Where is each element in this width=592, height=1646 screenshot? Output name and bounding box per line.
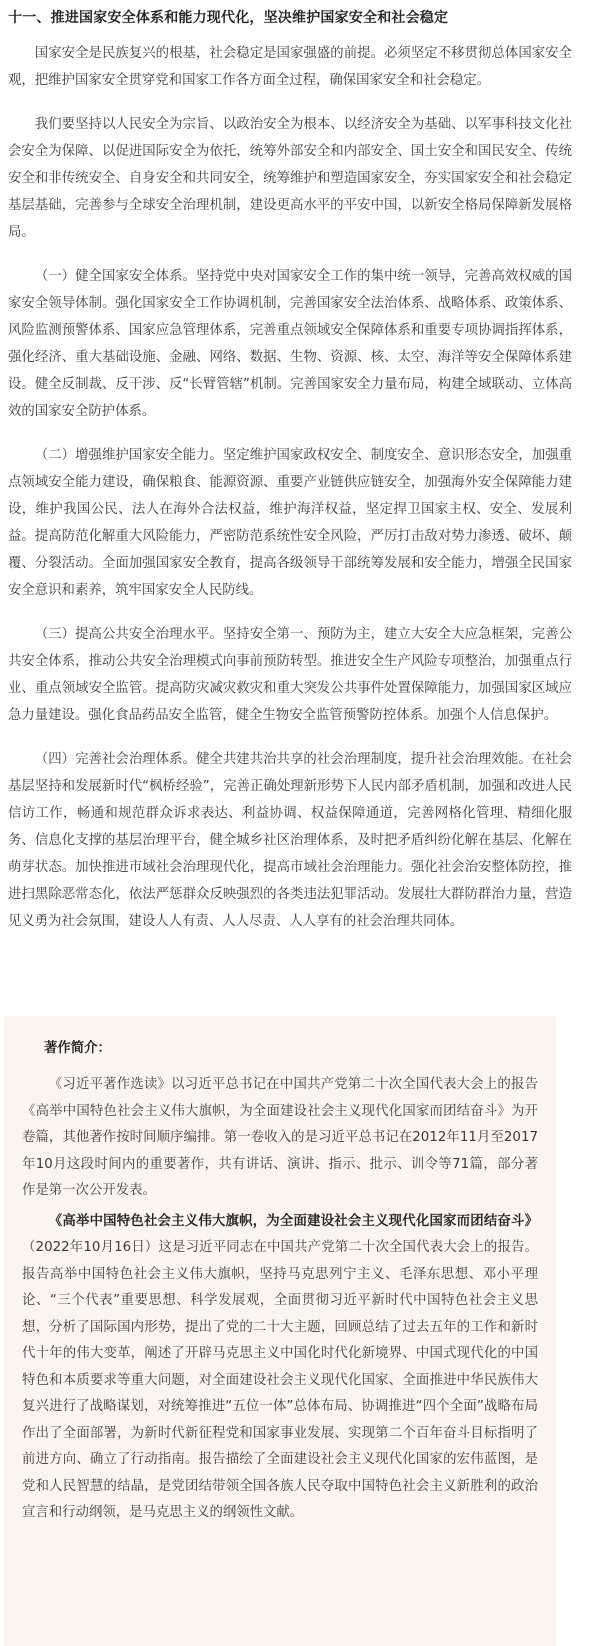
paragraph-intro: 国家安全是民族复兴的根基，社会稳定是国家强盛的前提。必须坚定不移贯彻总体国家安全观，把维护国家安全贯穿党和国家工作各方面全过程，确保国家安全和社会稳定。 (8, 46, 572, 88)
paragraph-social-governance: （四）完善社会治理体系。健全共建共治共享的社会治理制度，提升社会治理效能。在社会基层坚持和发展新时代“枫桥经验”，完善正确处理新形势下人民内部矛盾机制，加强和改进人民信访工作，畅通和规范群众诉求表达、利益协调、权益保障通道，完善网格化管理、精细化服务、信息化支撑的基层治理平台，健全城乡社区治理体系，及时把矛盾纠纷化解在基层、化解在萌芽状态。加快推进市域社会治理现代化，提高市域社会治理能力。强化社会治安整体防控，推进扫黑除恶常态化，依法严惩群众反映强烈的各类违法犯罪活动。发展壮大群防群治力量，营造见义勇为社会氛围，建设人人有责、人人尽责、人人享有的社会治理共同体。 (8, 752, 572, 929)
report-description: （2022年10月16日）这是习近平同志在中国共产党第二十次全国代表大会上的报告。报告高举中国特色社会主义伟大旗帜，坚持马克思列宁主义、毛泽东思想、邓小平理论、“三个代表”重要思想、科学发展观，全面贯彻习近平新时代中国特色社会主义思想，分析了国际国内形势，提出了党的二十大主题，回顾总结了过去五年的工作和新时代十年的伟大变革，阐述了开辟马克思主义中国化时代化新境界、中国式现代化的中国特色和本质要求等重大问题，对全面建设社会主义现代化国家、全面推进中华民族伟大复兴进行了战略谋划，对统筹推进“五位一体”总体布局、协调推进“四个全面”战略布局作出了全面部署，为新时代新征程党和国家事业发展、实现第二个百年奋斗目标指明了前进方向、确立了行动指南。报告描绘了全面建设社会主义现代化国家的宏伟蓝图，是党和人民智慧的结晶，是党团结带领全国各族人民夺取中国特色社会主义新胜利的政治宣言和行动纲领，是马克思主义的纲领性文献。 (22, 1240, 538, 1520)
paragraph-principles: 我们要坚持以人民安全为宗旨、以政治安全为根本、以经济安全为基础、以军事科技文化社会安全为保障、以促进国际安全为依托，统筹外部安全和内部安全、国土安全和国民安全、传统安全和非传统安全、自身安全和共同安全，统筹维护和塑造国家安全，夯实国家安全和社会稳定基层基础，完善参与全球安全治理机制，建设更高水平的平安中国，以新安全格局保障新发展格局。 (8, 117, 572, 240)
paragraph-public-safety: （三）提高公共安全治理水平。坚持安全第一、预防为主，建立大安全大应急框架，完善公共安全体系，推动公共安全治理模式向事前预防转型。推进安全生产风险专项整治，加强重点行业、重点领域安全监管。提高防灾减灾救灾和重大突发公共事件处置保障能力，加强国家区域应急力量建设。强化食品药品安全监管，健全生物安全监管预警防控体系。加强个人信息保护。 (8, 627, 572, 723)
paragraph-security-capability: （二）增强维护国家安全能力。坚定维护国家政权安全、制度安全、意识形态安全，加强重点领域安全能力建设，确保粮食、能源资源、重要产业链供应链安全，加强海外安全保障能力建设，维护我国公民、法人在海外合法权益，维护海洋权益，坚定捍卫国家主权、安全、发展利益。提高防范化解重大风险能力，严密防范系统性安全风险，严厉打击敌对势力渗透、破坏、颠覆、分裂活动。全面加强国家安全教育，提高各级领导干部统筹发展和安全能力，增强全民国家安全意识和素养，筑牢国家安全人民防线。 (8, 448, 572, 598)
report-title: 《高举中国特色社会主义伟大旗帜，为全面建设社会主义现代化国家而团结奋斗》 (48, 1213, 538, 1229)
intro-box (4, 1016, 556, 1646)
intro-paragraph-collection: 《习近平著作选读》以习近平总书记在中国共产党第二十次全国代表大会上的报告《高举中国特色社会主义伟大旗帜，为全面建设社会主义现代化国家而团结奋斗》为开卷篇，其他著作按时间顺序编排。第一卷收入的是习近平总书记在2012年11月至2017年10月这段时间内的重要著作，共有讲话、演讲、指示、批示、训令等71篇，部分著作是第一次公开发表。 (22, 1077, 538, 1198)
intro-box-title: 著作简介： (44, 1041, 111, 1056)
paragraph-security-system: （一）健全国家安全体系。坚持党中央对国家安全工作的集中统一领导，完善高效权威的国家安全领导体制。强化国家安全工作协调机制，完善国家安全法治体系、战略体系、政策体系、风险监测预警体系、国家应急管理体系，完善重点领域安全保障体系和重要专项协调指挥体系，强化经济、重大基础设施、金融、网络、数据、生物、资源、核、太空、海洋等安全保障体系建设。健全反制裁、反干涉、反“长臂管辖”机制。完善国家安全力量布局，构建全域联动、立体高效的国家安全防护体系。 (8, 269, 572, 419)
intro-paragraph-report (22, 1209, 538, 1527)
section-heading: 十一、推进国家安全体系和能力现代化，坚决维护国家安全和社会稳定 (8, 10, 449, 26)
